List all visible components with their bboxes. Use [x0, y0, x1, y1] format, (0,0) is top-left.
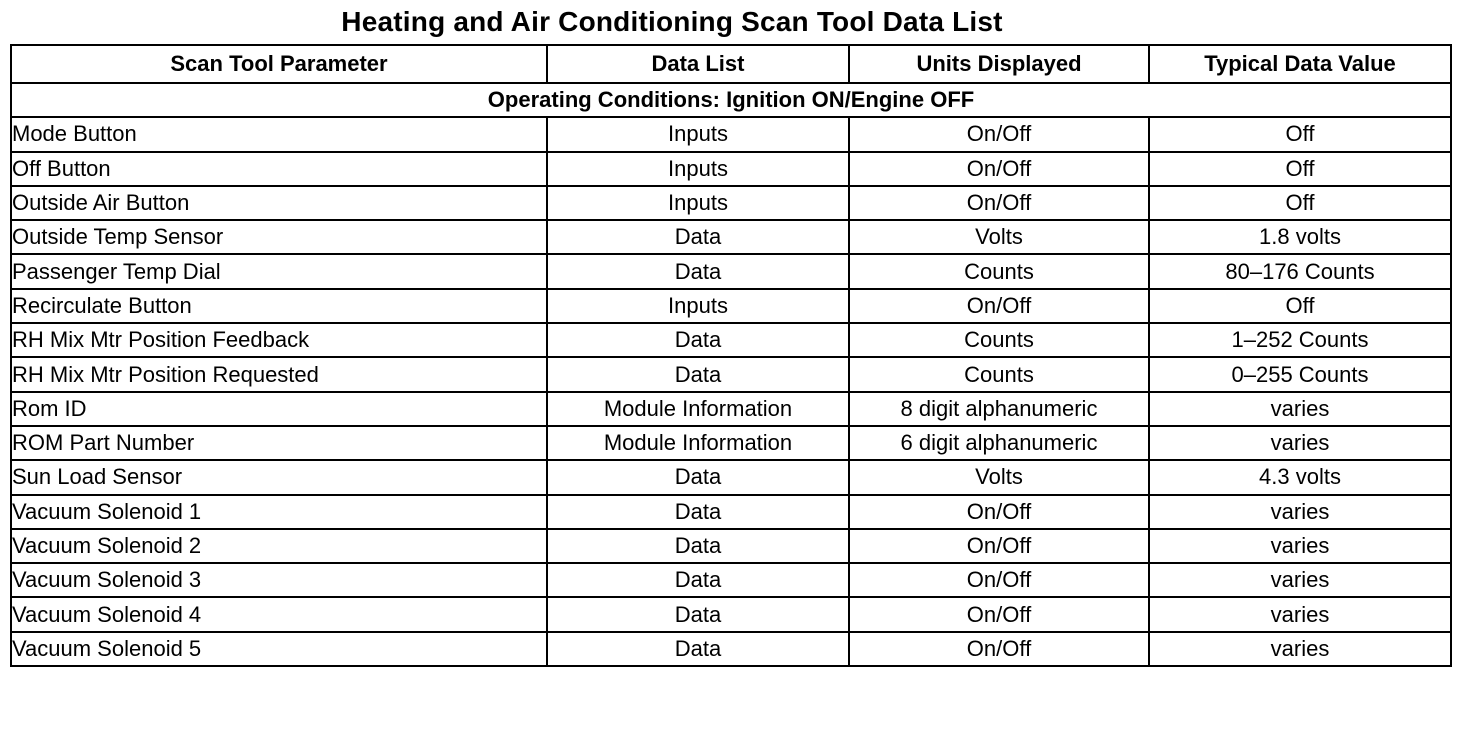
parameter-cell: Off Button — [11, 152, 547, 186]
data-list-cell: Module Information — [547, 392, 849, 426]
section-row — [11, 83, 1451, 117]
column-header-parameter: Scan Tool Parameter — [11, 45, 547, 83]
units-cell: On/Off — [849, 632, 1149, 666]
data-list-cell: Inputs — [547, 186, 849, 220]
table-row — [11, 323, 1451, 357]
units-cell: On/Off — [849, 597, 1149, 631]
table-row — [11, 632, 1451, 666]
typical-value-cell: varies — [1149, 392, 1451, 426]
parameter-cell: Recirculate Button — [11, 289, 547, 323]
parameter-cell: Vacuum Solenoid 3 — [11, 563, 547, 597]
units-cell: 6 digit alphanumeric — [849, 426, 1149, 460]
typical-value-cell: varies — [1149, 426, 1451, 460]
typical-value-cell: Off — [1149, 117, 1451, 151]
column-header-units: Units Displayed — [849, 45, 1149, 83]
table-row — [11, 357, 1451, 391]
data-list-cell: Data — [547, 597, 849, 631]
parameter-cell: RH Mix Mtr Position Requested — [11, 357, 547, 391]
typical-value-cell: varies — [1149, 495, 1451, 529]
table-row — [11, 426, 1451, 460]
data-list-cell: Data — [547, 323, 849, 357]
parameter-cell: ROM Part Number — [11, 426, 547, 460]
table-row — [11, 117, 1451, 151]
units-cell: On/Off — [849, 152, 1149, 186]
table-row — [11, 460, 1451, 494]
parameter-cell: Outside Temp Sensor — [11, 220, 547, 254]
parameter-cell: Passenger Temp Dial — [11, 254, 547, 288]
table-row — [11, 392, 1451, 426]
parameter-cell: Outside Air Button — [11, 186, 547, 220]
units-cell: Volts — [849, 220, 1149, 254]
data-list-cell: Inputs — [547, 117, 849, 151]
typical-value-cell: varies — [1149, 563, 1451, 597]
typical-value-cell: varies — [1149, 529, 1451, 563]
data-list-cell: Data — [547, 220, 849, 254]
header-row — [11, 45, 1451, 83]
parameter-cell: Vacuum Solenoid 2 — [11, 529, 547, 563]
typical-value-cell: Off — [1149, 152, 1451, 186]
units-cell: 8 digit alphanumeric — [849, 392, 1149, 426]
typical-value-cell: varies — [1149, 597, 1451, 631]
units-cell: Volts — [849, 460, 1149, 494]
parameter-cell: Mode Button — [11, 117, 547, 151]
units-cell: On/Off — [849, 529, 1149, 563]
typical-value-cell: 4.3 volts — [1149, 460, 1451, 494]
section-heading: Operating Conditions: Ignition ON/Engine OFF — [11, 83, 1451, 117]
column-header-data-list: Data List — [547, 45, 849, 83]
units-cell: Counts — [849, 323, 1149, 357]
data-list-cell: Data — [547, 357, 849, 391]
parameter-cell: Vacuum Solenoid 1 — [11, 495, 547, 529]
typical-value-cell: 80–176 Counts — [1149, 254, 1451, 288]
parameter-cell: Rom ID — [11, 392, 547, 426]
document-title: Heating and Air Conditioning Scan Tool Data List — [341, 6, 1003, 37]
typical-value-cell: Off — [1149, 186, 1451, 220]
data-list-cell: Data — [547, 495, 849, 529]
units-cell: Counts — [849, 254, 1149, 288]
parameter-cell: Vacuum Solenoid 4 — [11, 597, 547, 631]
data-list-cell: Data — [547, 632, 849, 666]
units-cell: Counts — [849, 357, 1149, 391]
table-row — [11, 152, 1451, 186]
typical-value-cell: varies — [1149, 632, 1451, 666]
table-row — [11, 254, 1451, 288]
units-cell: On/Off — [849, 495, 1149, 529]
table-row — [11, 495, 1451, 529]
typical-value-cell: 1.8 volts — [1149, 220, 1451, 254]
parameter-cell: RH Mix Mtr Position Feedback — [11, 323, 547, 357]
table-row — [11, 186, 1451, 220]
data-list-cell: Module Information — [547, 426, 849, 460]
parameter-cell: Sun Load Sensor — [11, 460, 547, 494]
typical-value-cell: 0–255 Counts — [1149, 357, 1451, 391]
data-list-cell: Inputs — [547, 152, 849, 186]
table-row — [11, 529, 1451, 563]
data-list-cell: Data — [547, 529, 849, 563]
column-header-typical-value: Typical Data Value — [1149, 45, 1451, 83]
units-cell: On/Off — [849, 117, 1149, 151]
units-cell: On/Off — [849, 563, 1149, 597]
parameter-cell: Vacuum Solenoid 5 — [11, 632, 547, 666]
data-list-cell: Data — [547, 254, 849, 288]
table-row — [11, 597, 1451, 631]
data-list-cell: Data — [547, 563, 849, 597]
table-row — [11, 563, 1451, 597]
scan-tool-data-table — [10, 44, 1452, 667]
typical-value-cell: Off — [1149, 289, 1451, 323]
table-row — [11, 220, 1451, 254]
data-list-cell: Inputs — [547, 289, 849, 323]
data-list-cell: Data — [547, 460, 849, 494]
typical-value-cell: 1–252 Counts — [1149, 323, 1451, 357]
table-row — [11, 289, 1451, 323]
units-cell: On/Off — [849, 289, 1149, 323]
units-cell: On/Off — [849, 186, 1149, 220]
